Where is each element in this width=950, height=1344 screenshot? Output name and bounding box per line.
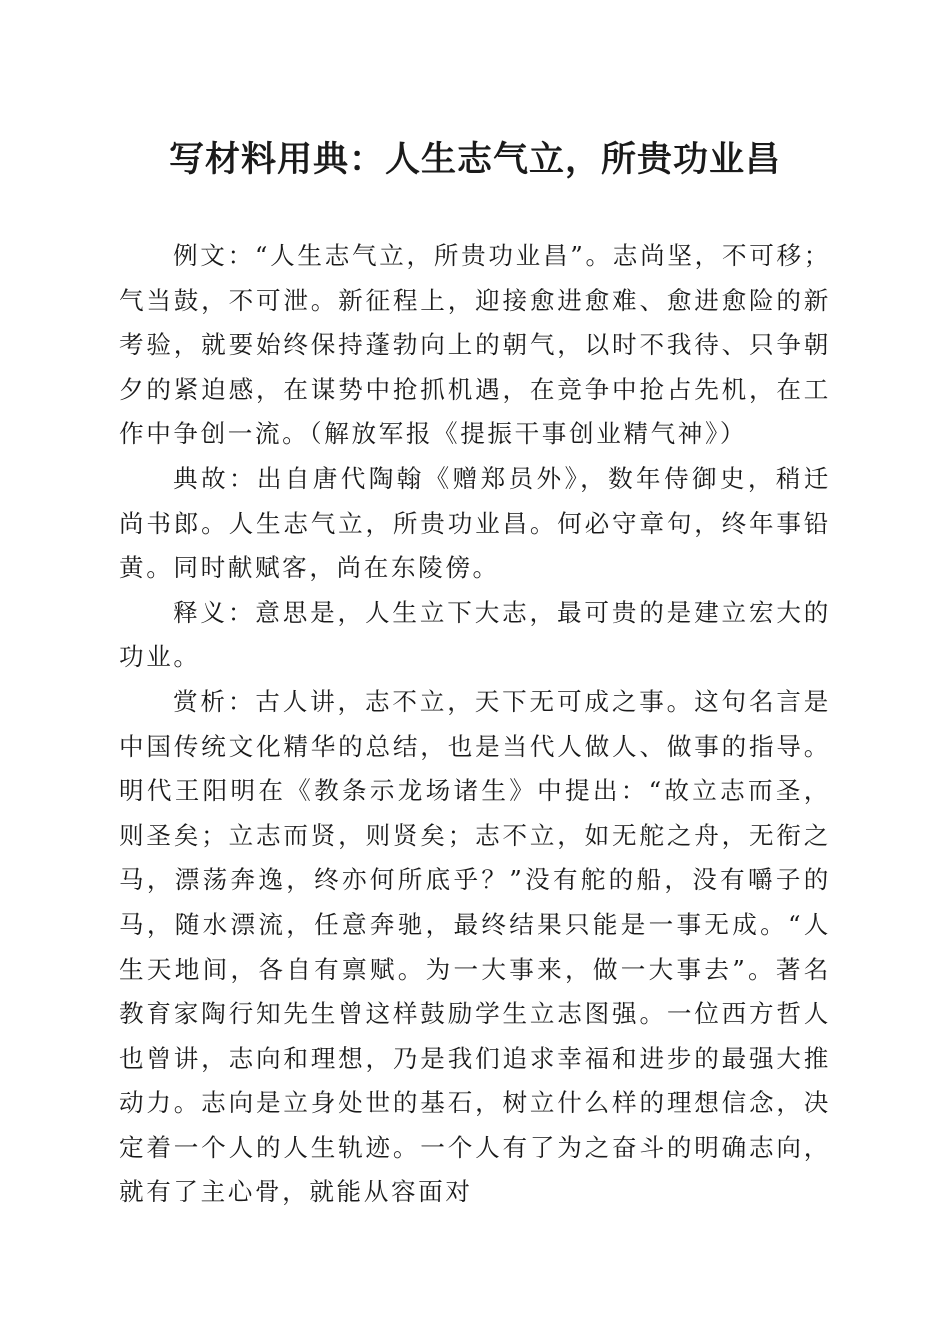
paragraph-allusion: 典故：出自唐代陶翰《赠郑员外》，数年侍御史，稍迁尚书郎。人生志气立，所贵功业昌。何必守章句，终年事铅黄。同时献赋客，尚在东陵傍。 bbox=[119, 463, 831, 583]
paragraph-meaning: 释义：意思是，人生立下大志，最可贵的是建立宏大的功业。 bbox=[119, 597, 831, 672]
document-title: 写材料用典：人生志气立，所贵功业昌 bbox=[168, 139, 781, 180]
paragraph-example: 例文：“人生志气立，所贵功业昌”。志尚坚，不可移；气当鼓，不可泄。新征程上，迎接愈进愈难、愈进愈险的新考验，就要始终保持蓬勃向上的朝气，以时不我待、只争朝夕的紧迫感，在谋势中抢抓机遇，在竞争中抢占先机，在工作中争创一流。（解放军报《提振干事创业精气神》） bbox=[119, 241, 831, 449]
document-body bbox=[119, 234, 831, 1215]
paragraph-appreciation: 赏析：古人讲，志不立，天下无可成之事。这句名言是中国传统文化精华的总结，也是当代人做人、做事的指导。明代王阳明在《教条示龙场诸生》中提出：“故立志而圣，则圣矣；立志而贤，则贤矣；志不立，如无舵之舟，无衔之马，漂荡奔逸，终亦何所底乎？”没有舵的船，没有嚼子的马，随水漂流，任意奔驰，最终结果只能是一事无成。“人生天地间，各自有禀赋。为一大事来，做一大事去”。著名教育家陶行知先生曾这样鼓励学生立志图强。一位西方哲人也曾讲，志向和理想，乃是我们追求幸福和进步的最强大推动力。志向是立身处世的基石，树立什么样的理想信念，决定着一个人的人生轨迹。一个人有了为之奋斗的明确志向，就有了主心骨，就能从容面对 bbox=[119, 686, 831, 1207]
